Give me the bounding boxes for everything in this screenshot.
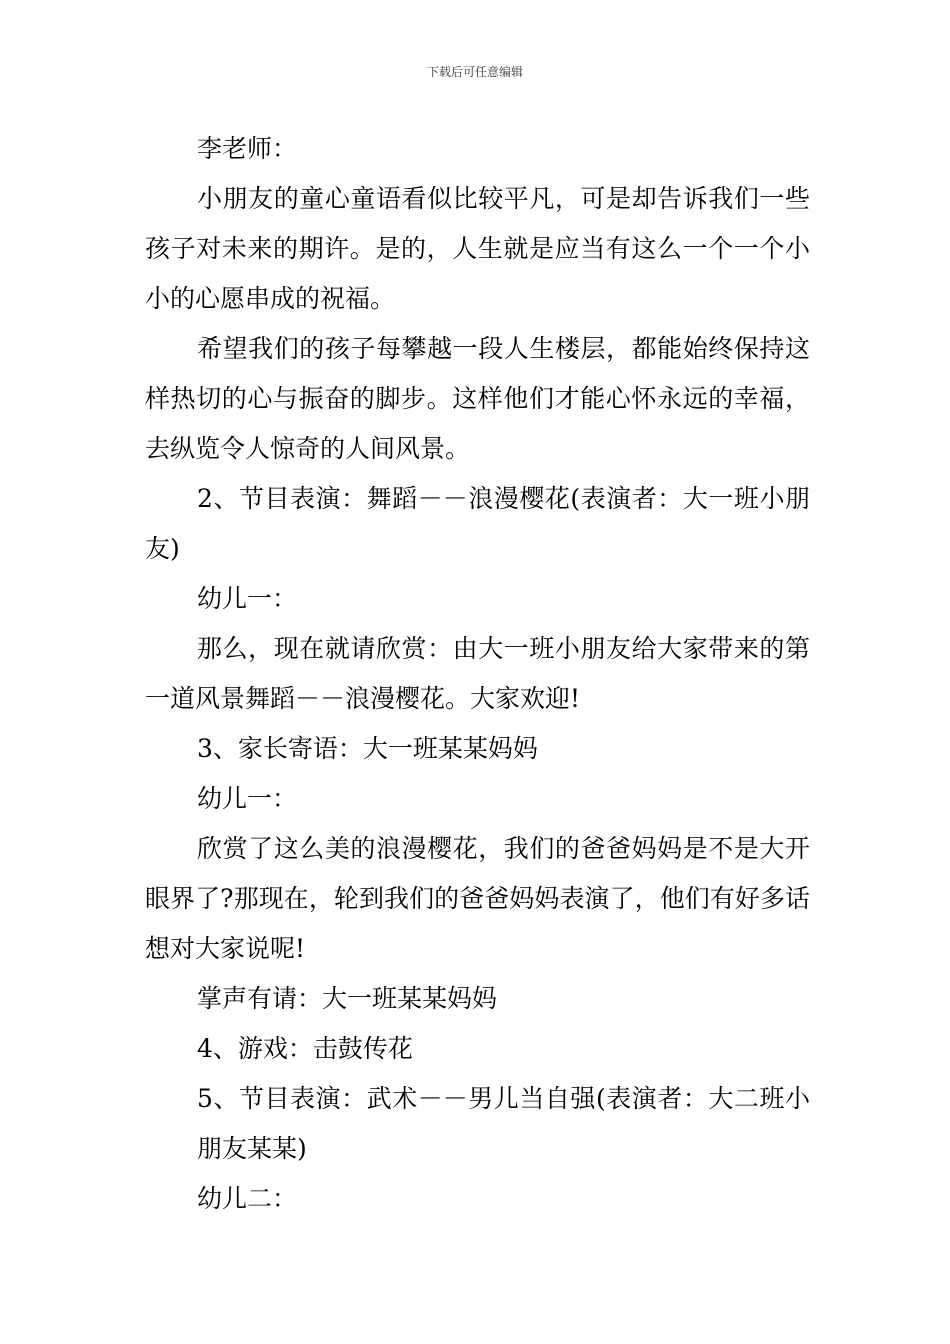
- paragraph: 5、节目表演：武术－－男儿当自强(表演者：大二班小朋友某某): [197, 1084, 810, 1163]
- paragraph: 3、家长寄语：大一班某某妈妈: [197, 734, 538, 763]
- document-body: [145, 124, 810, 1224]
- paragraph: 李老师：: [197, 134, 298, 163]
- paragraph: 4、游戏：击鼓传花: [197, 1034, 413, 1063]
- paragraph: 欣赏了这么美的浪漫樱花，我们的爸爸妈妈是不是大开眼界了?那现在，轮到我们的爸爸妈妈表演了，他们有好多话想对大家说呢!: [145, 834, 810, 963]
- paragraph: 那么，现在就请欣赏：由大一班小朋友给大家带来的第一道风景舞蹈－－浪漫樱花。大家欢迎!: [145, 634, 810, 713]
- page-header-note: 下载后可任意编辑: [426, 65, 523, 79]
- paragraph: 小朋友的童心童语看似比较平凡，可是却告诉我们一些孩子对未来的期许。是的，人生就是应当有这么一个一个小小的心愿串成的祝福。: [145, 184, 810, 313]
- paragraph: 掌声有请：大一班某某妈妈: [197, 984, 498, 1013]
- paragraph: 幼儿二：: [197, 1184, 298, 1213]
- paragraph: 幼儿一：: [197, 584, 298, 613]
- paragraph: 希望我们的孩子每攀越一段人生楼层，都能始终保持这样热切的心与振奋的脚步。这样他们才能心怀永远的幸福，去纵览令人惊奇的人间风景。: [145, 334, 810, 463]
- paragraph: 幼儿一：: [197, 784, 298, 813]
- paragraph: 2、节目表演：舞蹈－－浪漫樱花(表演者：大一班小朋友): [145, 484, 810, 563]
